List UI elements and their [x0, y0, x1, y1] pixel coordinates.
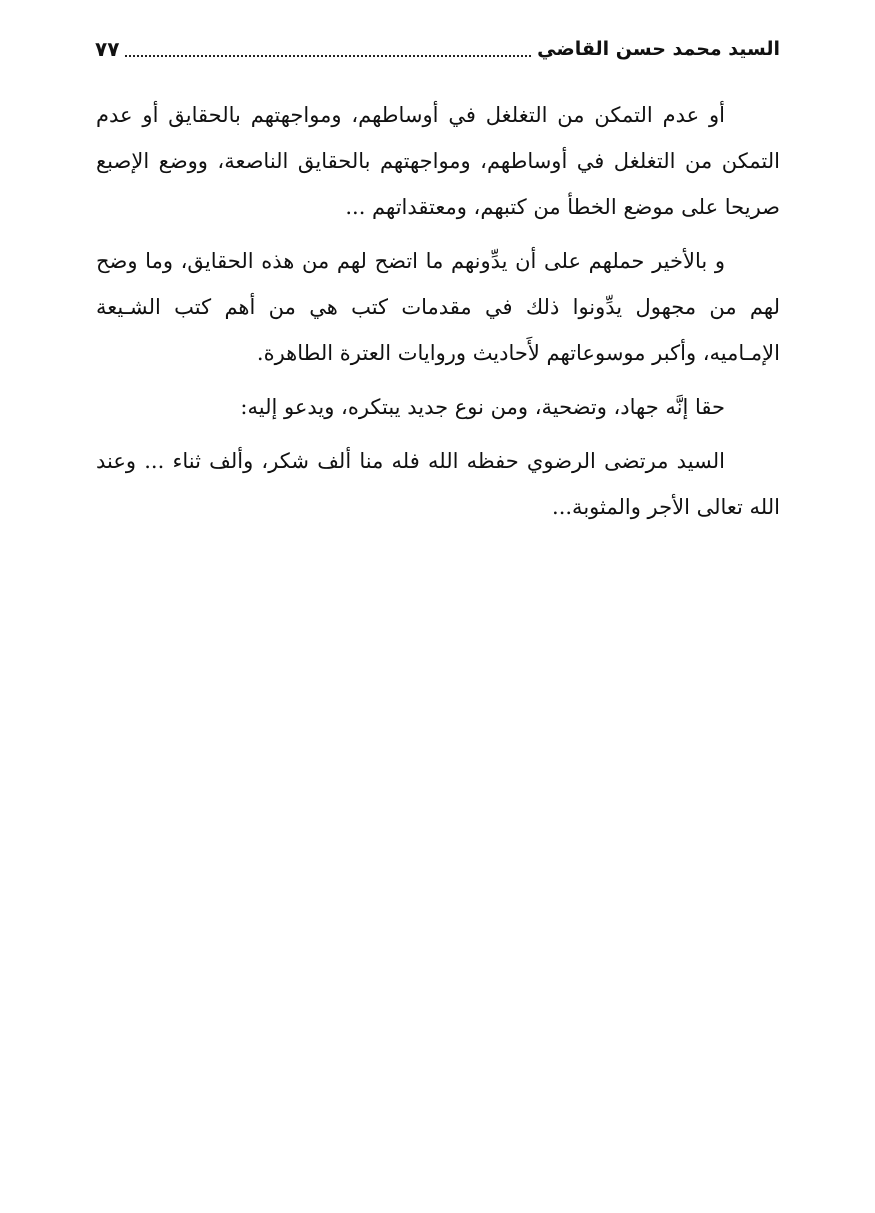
paragraph-4: السيد مرتضى الرضوي حفظه الله فله منا ألف شكر، وألف ثناء ... وعند الله تعالى الأجر والمثوبة... — [96, 449, 780, 519]
paragraph-2: و بالأخير حملهم على أن يدِّونهم ما اتضح لهم من هذه الحقايق، وما وضح لهم من مجهول يدِّونوا ذلك في مقدمات كتب هي من أهم كتب الشـيعة الإمـاميه، وأكبر موسوعاتهم لأَحاديث وروايات العترة الطاهرة. — [96, 249, 780, 365]
dot-leader — [125, 54, 531, 57]
page-number: ٧٧ — [95, 37, 120, 61]
paragraph-3: حقا إنَّه جهاد، وتضحية، ومن نوع جديد يبتكره، ويدعو إليه: — [240, 395, 725, 419]
body-text — [96, 92, 780, 538]
paragraph-1: أو عدم التمكن من التغلغل في أوساطهم، ومواجهتهم بالحقايق أو عدم التمكن من التغلغل في أوساطهم، ومواجهتهم بالحقايق الناصعة، ووضع الإصبع صريحا على موضع الخطأ من كتبهم، ومعتقداتهم ... — [96, 103, 780, 219]
running-title: السيد محمد حسن القاضي — [537, 38, 780, 60]
running-header — [95, 30, 780, 64]
